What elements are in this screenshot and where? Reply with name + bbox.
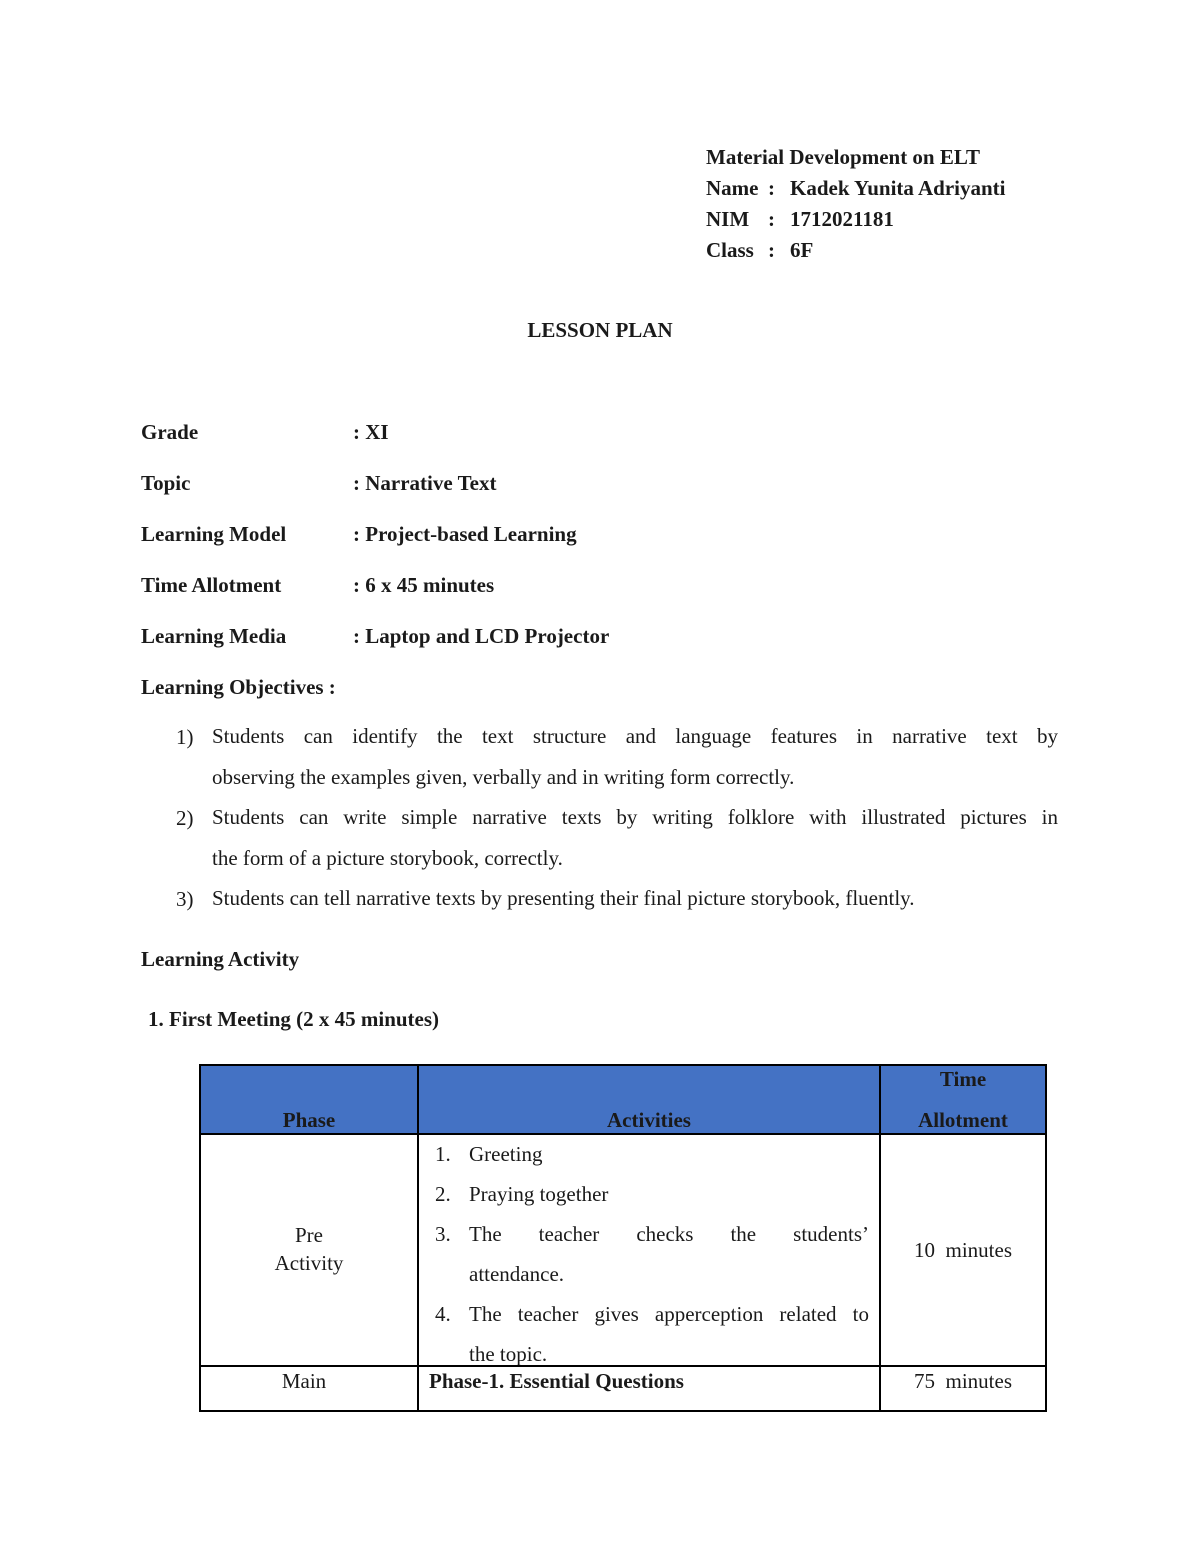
name-label: Name: [706, 176, 759, 200]
header-activities: Activities: [607, 1108, 691, 1132]
class-value: 6F: [790, 238, 814, 262]
pre-phase-line2: Activity: [274, 1251, 344, 1275]
objective-text: [212, 716, 1058, 798]
item-number: 2.: [435, 1182, 451, 1206]
name-sep: :: [768, 176, 775, 200]
meeting-heading: 1. First Meeting (2 x 45 minutes): [148, 1007, 440, 1031]
activity-heading: Learning Activity: [141, 947, 300, 971]
nim-value: 1712021181: [790, 207, 894, 231]
header-name-row: [706, 173, 1006, 204]
objective-line: observing the examples given, verbally and in writing form correctly.: [212, 765, 795, 789]
objective-line: Students can tell narrative texts by presenting their final picture storybook, fluently.: [212, 886, 915, 910]
pre-activities-cell: [417, 1133, 881, 1367]
list-item: [435, 1294, 869, 1374]
activity-table: [199, 1064, 1047, 1412]
main-activities-cell: [417, 1365, 881, 1412]
item-number: 3.: [435, 1222, 451, 1246]
pre-phase-line1: Pre: [295, 1223, 323, 1247]
objective-line: Students can identify the text structure and language features in narrative text by: [212, 724, 1058, 748]
info-value: : Project-based Learning: [353, 522, 577, 546]
info-grade: [141, 418, 389, 446]
item-text: Greeting: [469, 1142, 543, 1166]
info-value: : Laptop and LCD Projector: [353, 624, 610, 648]
main-phase: Main: [281, 1369, 327, 1393]
info-value: : Narrative Text: [353, 471, 497, 495]
header-activities-cell: [417, 1064, 881, 1135]
header-time-line2: Allotment: [918, 1108, 1008, 1132]
header-phase: Phase: [282, 1108, 336, 1132]
pre-activities-list: [435, 1134, 869, 1374]
pre-time: 10 minutes: [914, 1238, 1012, 1262]
list-item: [435, 1174, 869, 1214]
item-line: attendance.: [469, 1262, 565, 1286]
info-topic: [141, 469, 496, 497]
list-item: [435, 1214, 869, 1294]
objective-line: the form of a picture storybook, correctly.: [212, 846, 563, 870]
info-value: : 6 x 45 minutes: [353, 573, 495, 597]
info-label: Learning Media: [141, 624, 287, 648]
main-activity: Phase-1. Essential Questions: [429, 1369, 684, 1393]
info-label: Topic: [141, 471, 191, 495]
item-text: [469, 1214, 869, 1294]
objective-line: Students can write simple narrative texts by writing folklore with illustrated pictures in: [212, 805, 1058, 829]
main-time: 75 minutes: [914, 1369, 1012, 1393]
info-label: Learning Model: [141, 522, 287, 546]
info-learning-media: [141, 622, 609, 650]
header-class-row: [706, 235, 813, 266]
item-line: The teacher checks the students’: [469, 1222, 869, 1246]
main-time-cell: [879, 1365, 1047, 1412]
header-nim-row: [706, 204, 894, 235]
info-label: Grade: [141, 420, 199, 444]
pre-time-cell: [879, 1133, 1047, 1367]
item-line: The teacher gives apperception related to: [469, 1302, 869, 1326]
item-text: Praying together: [469, 1182, 609, 1206]
item-number: 1.: [435, 1142, 451, 1166]
objective-number: 3): [176, 887, 194, 911]
info-time-allotment: [141, 571, 494, 599]
item-text: [469, 1294, 869, 1374]
nim-sep: :: [768, 207, 775, 231]
class-sep: :: [768, 238, 775, 262]
objective-text: [212, 878, 1058, 919]
course-title: Material Development on ELT: [706, 145, 980, 169]
objective-text: [212, 797, 1058, 879]
nim-label: NIM: [706, 207, 750, 231]
header-time-cell: [879, 1064, 1047, 1135]
info-value: : XI: [353, 420, 389, 444]
list-item: [435, 1134, 869, 1174]
header-time-line1: Time: [939, 1067, 987, 1091]
objective-number: 2): [176, 806, 194, 830]
item-number: 4.: [435, 1302, 451, 1326]
name-value: Kadek Yunita Adriyanti: [790, 176, 1006, 200]
header-phase-cell: [199, 1064, 419, 1135]
info-learning-model: [141, 520, 577, 548]
page-title: LESSON PLAN: [527, 318, 673, 342]
item-line: the topic.: [469, 1342, 548, 1366]
info-label: Time Allotment: [141, 573, 282, 597]
objective-number: 1): [176, 725, 194, 749]
main-phase-cell: [199, 1365, 419, 1412]
pre-phase-cell: [199, 1133, 419, 1367]
objectives-heading: Learning Objectives :: [141, 675, 336, 699]
class-label: Class: [706, 238, 754, 262]
